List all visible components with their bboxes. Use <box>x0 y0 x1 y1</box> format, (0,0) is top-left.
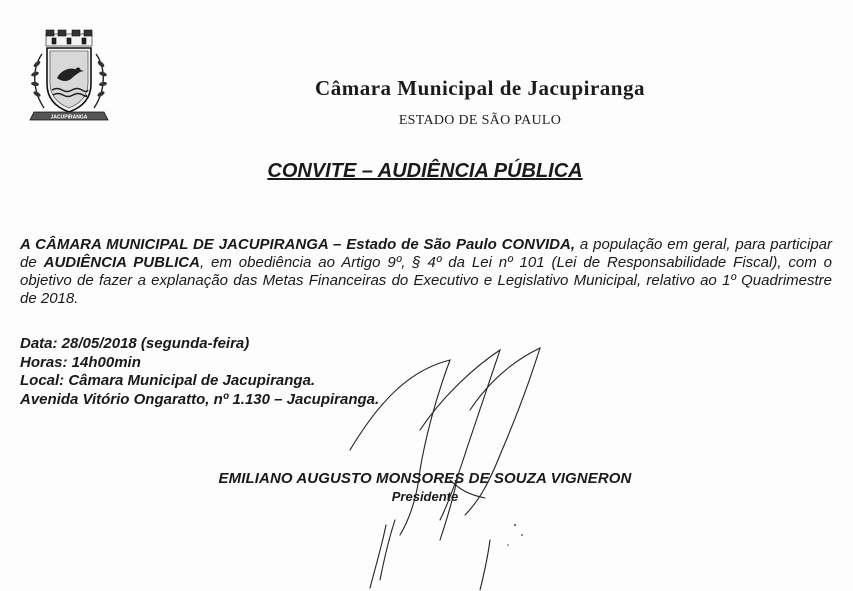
document-title: CONVITE – AUDIÊNCIA PÚBLICA <box>267 160 583 182</box>
invitation-lead: A CÂMARA MUNICIPAL DE JACUPIRANGA – Estado de São Paulo CONVIDA, <box>20 236 576 253</box>
event-date: Data: 28/05/2018 (segunda-feira) <box>20 335 250 352</box>
event-place: Local: Câmara Municipal de Jacupiranga. <box>20 372 316 389</box>
institution-name: Câmara Municipal de Jacupiranga <box>315 76 645 100</box>
event-time: Horas: 14h00min <box>20 353 141 371</box>
event-address: Avenida Vitório Ongaratto, nº 1.130 – Jacupiranga. <box>20 390 380 408</box>
institution-state: ESTADO DE SÃO PAULO <box>398 113 562 128</box>
event-details <box>20 335 540 409</box>
signatory-role: Presidente <box>391 489 459 504</box>
signatory-name: EMILIANO AUGUSTO MONSORES DE SOUZA VIGNERON <box>218 470 632 487</box>
crest-ribbon-text: JACUPIRANGA <box>50 114 88 121</box>
invitation-event: AUDIÊNCIA PUBLICA <box>43 254 200 271</box>
invitation-text-1: a população em geral, para participar de <box>20 236 832 271</box>
invitation-paragraph <box>20 236 832 308</box>
municipal-coat-of-arms-icon <box>22 28 116 128</box>
invitation-text-2: , em obediência ao Artigo 9º, § 4º da Lei nº 101 (Lei de Responsabilidade Fiscal), com o objetivo de fazer a explanação das Metas Financeiras do Executivo e Legislativo Municipal, relativo ao 1º Quadrimestre de 2018. <box>20 254 832 307</box>
